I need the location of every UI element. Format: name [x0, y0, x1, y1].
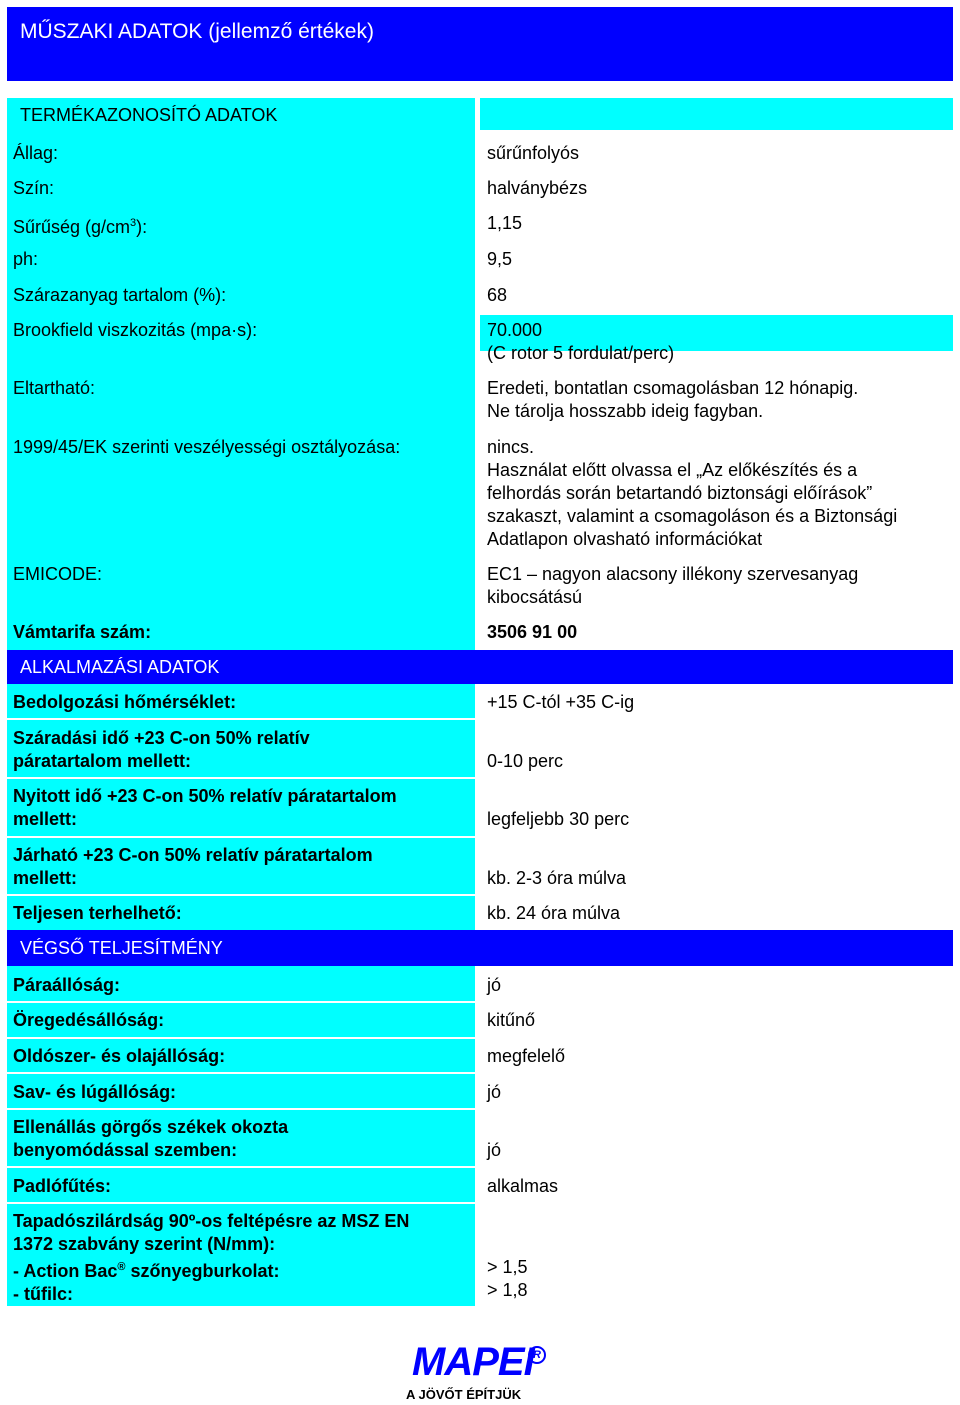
row-label-emicode: EMICODE:: [13, 564, 103, 584]
page-title: [7, 7, 953, 81]
row-value-viscosity: 70.000 (C rotor 5 fordulat/perc): [487, 320, 675, 363]
row-value-density: 1,15: [487, 213, 523, 233]
row-value-acid: jó: [487, 1082, 502, 1102]
row-value-peel-strength: > 1,5 > 1,8: [487, 1257, 528, 1300]
row-value-working-temp: +15 C-tól +35 C-ig: [487, 692, 635, 712]
row-label-customs: Vámtarifa szám:: [13, 622, 152, 642]
product-id-heading: TERMÉKAZONOSÍTÓ ADATOK: [20, 105, 278, 125]
row-value-ageing: kitűnő: [487, 1010, 536, 1030]
row-divider: [7, 1202, 475, 1204]
row-value-dry-content: 68: [487, 285, 508, 305]
row-value-emicode: EC1 – nagyon alacsony illékony szervesanyag kibocsátású: [487, 564, 859, 607]
row-label-acid: Sav- és lúgállóság:: [13, 1082, 177, 1102]
row-divider: [7, 1001, 475, 1003]
row-divider: [7, 1072, 475, 1074]
row-divider: [7, 777, 475, 779]
row-label-peel-strength: Tapadószilárdság 90º-os feltépésre az MSZ EN 1372 szabvány szerint (N/mm): - Action Bac® szőnyegburkolat: - tűfilc:: [13, 1211, 410, 1304]
row-value-consistency: sűrűnfolyós: [487, 143, 580, 163]
performance-heading: VÉGSŐ TELJESÍTMÉNY: [7, 930, 953, 966]
row-value-solvent: megfelelő: [487, 1046, 566, 1066]
row-label-castor-chair: Ellenállás görgős székek okozta benyomódással szemben:: [13, 1117, 289, 1160]
row-label-drying-time: Száradási idő +23 C-on 50% relatív páratartalom mellett:: [13, 728, 310, 771]
row-value-full-load: kb. 24 óra múlva: [487, 903, 621, 923]
row-label-floor-heating: Padlófűtés:: [13, 1176, 112, 1196]
row-value-color: halványbézs: [487, 178, 588, 198]
row-label-color: Szín:: [13, 178, 55, 198]
row-label-hazard: 1999/45/EK szerinti veszélyességi osztályozása:: [13, 437, 401, 457]
row-value-floor-heating: alkalmas: [487, 1176, 559, 1196]
row-divider: [7, 1037, 475, 1039]
row-divider: [7, 718, 475, 720]
row-label-ph: ph:: [13, 249, 39, 269]
row-divider: [7, 894, 475, 896]
row-value-moisture: jó: [487, 975, 502, 995]
row-value-hazard: nincs. Használat előtt olvassa el „Az előkészítés és a felhordás során betartandó biztonsági előírások” szakaszt, valamint a csomagoláson és a Biztonsági Adatlapon olvasható információkat: [487, 437, 898, 549]
row-divider: [7, 1166, 475, 1168]
row-label-working-temp: Bedolgozási hőmérséklet:: [13, 692, 237, 712]
row-label-viscosity: Brookfield viszkozitás (mpa·s):: [13, 320, 258, 340]
row-label-shelf-life: Eltartható:: [13, 378, 96, 398]
upper-right-panel-background: [480, 98, 953, 130]
row-label-dry-content: Szárazanyag tartalom (%):: [13, 285, 227, 305]
row-value-walkable: kb. 2-3 óra múlva: [487, 868, 627, 888]
row-value-customs: 3506 91 00: [487, 622, 578, 642]
row-divider: [7, 836, 475, 838]
registered-mark-icon: R: [528, 1346, 546, 1364]
row-label-solvent: Oldószer- és olajállóság:: [13, 1046, 226, 1066]
row-value-drying-time: 0-10 perc: [487, 751, 564, 771]
row-label-walkable: Járható +23 C-on 50% relatív páratartalom mellett:: [13, 845, 373, 888]
page-title-text: MŰSZAKI ADATOK (jellemző értékek): [20, 20, 374, 43]
row-value-open-time: legfeljebb 30 perc: [487, 809, 630, 829]
mapei-logo: [390, 1340, 570, 1405]
row-label-density: Sűrűség $(g/cm^3)$:: [13, 217, 148, 237]
row-value-shelf-life: Eredeti, bontatlan csomagolásban 12 hónapig. Ne tárolja hosszabb ideig fagyban.: [487, 378, 859, 421]
row-label-full-load: Teljesen terhelhető:: [13, 903, 182, 923]
row-label-ageing: Öregedésállóság:: [13, 1010, 165, 1030]
row-label-open-time: Nyitott idő +23 C-on 50% relatív páratartalom mellett:: [13, 786, 397, 829]
row-label-consistency: Állag:: [13, 143, 59, 163]
row-divider: [7, 1108, 475, 1110]
row-value-ph: 9,5: [487, 249, 513, 269]
row-label-moisture: Páraállóság:: [13, 975, 121, 995]
logo-wordmark: MAPEI: [412, 1340, 534, 1384]
application-heading: ALKALMAZÁSI ADATOK: [7, 650, 953, 684]
logo-tagline: A JÖVŐT ÉPÍTJÜK: [406, 1387, 522, 1402]
row-value-castor-chair: jó: [487, 1140, 502, 1160]
